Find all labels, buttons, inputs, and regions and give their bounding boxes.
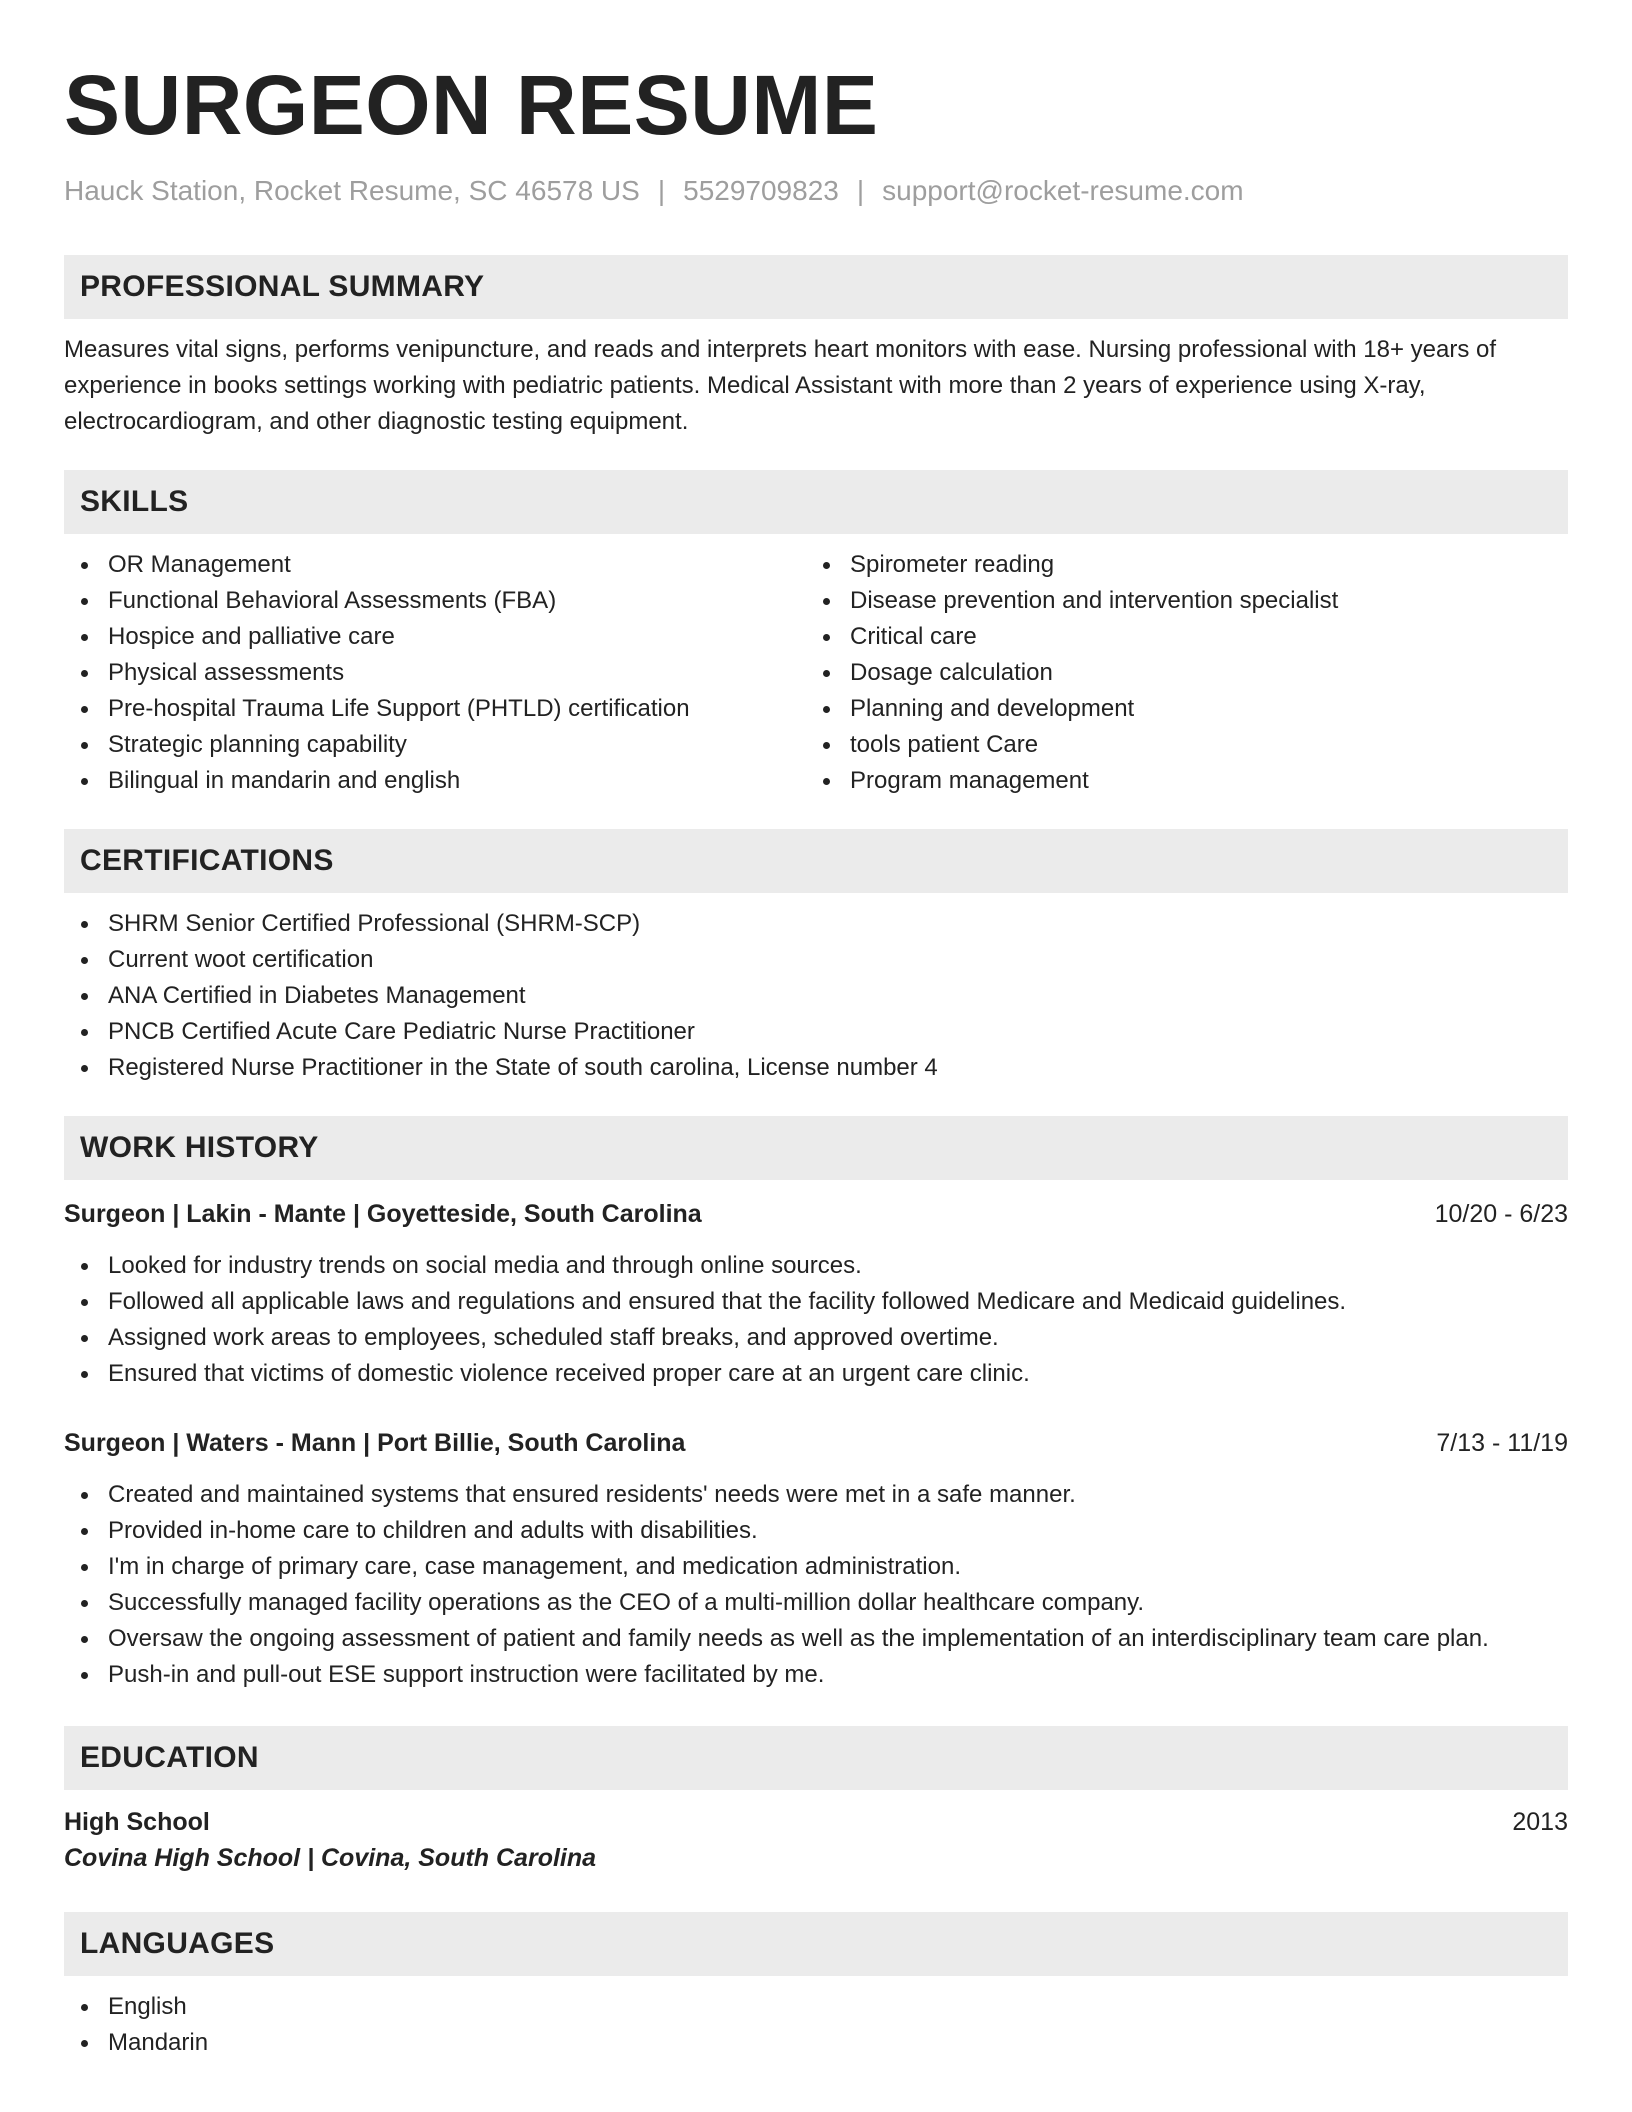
skill-item: Functional Behavioral Assessments (FBA) — [64, 583, 806, 619]
contact-email: support@rocket-resume.com — [882, 175, 1244, 206]
job-entry — [64, 1425, 1568, 1693]
job-header — [64, 1196, 1568, 1232]
skill-item: Spirometer reading — [806, 547, 1548, 583]
certification-item: ANA Certified in Diabetes Management — [64, 978, 1568, 1014]
skill-item: Disease prevention and intervention specialist — [806, 583, 1548, 619]
job-bullets — [64, 1248, 1568, 1392]
job-bullet: Push-in and pull-out ESE support instruction were facilitated by me. — [64, 1657, 1568, 1693]
summary-line: experience in books settings working with pediatric patients. Medical Assistant with more than 2 years of experience using X-ray, — [64, 372, 1426, 399]
job-bullet: Ensured that victims of domestic violence received proper care at an urgent care clinic. — [64, 1356, 1568, 1392]
education-school: Covina High School | Covina, South Carolina — [64, 1844, 597, 1872]
section-header-languages: LANGUAGES — [64, 1912, 1568, 1976]
skill-item: Bilingual in mandarin and english — [64, 763, 806, 799]
certifications-list — [64, 906, 1568, 1086]
skill-item: Hospice and palliative care — [64, 619, 806, 655]
education-degree: High School — [64, 1808, 210, 1836]
certification-item: Current woot certification — [64, 942, 1568, 978]
job-dates: 7/13 - 11/19 — [1436, 1429, 1568, 1457]
contact-line — [64, 177, 1568, 205]
section-header-education: EDUCATION — [64, 1726, 1568, 1790]
certification-item: Registered Nurse Practitioner in the State of south carolina, License number 4 — [64, 1050, 1568, 1086]
language-item: English — [64, 1989, 1568, 2025]
languages-list — [64, 1989, 1568, 2061]
section-header-skills: SKILLS — [64, 470, 1568, 534]
job-bullet: I'm in charge of primary care, case management, and medication administration. — [64, 1549, 1568, 1585]
job-bullet: Created and maintained systems that ensured residents' needs were met in a safe manner. — [64, 1477, 1568, 1513]
skill-item: tools patient Care — [806, 727, 1548, 763]
job-header — [64, 1425, 1568, 1461]
skills-column-left — [64, 547, 806, 799]
section-header-summary: PROFESSIONAL SUMMARY — [64, 255, 1568, 319]
summary-text — [64, 332, 1568, 440]
skills-list — [64, 547, 1568, 799]
resume-title: SURGEON RESUME — [64, 58, 879, 152]
certification-item: PNCB Certified Acute Care Pediatric Nurse Practitioner — [64, 1014, 1568, 1050]
skill-item: Dosage calculation — [806, 655, 1548, 691]
job-bullet: Successfully managed facility operations as the CEO of a multi-million dollar healthcare company. — [64, 1585, 1568, 1621]
education-year: 2013 — [1512, 1808, 1568, 1836]
job-bullets — [64, 1477, 1568, 1693]
job-bullet: Assigned work areas to employees, scheduled staff breaks, and approved overtime. — [64, 1320, 1568, 1356]
contact-separator: | — [856, 175, 865, 206]
education-header — [64, 1804, 1568, 1840]
job-entry — [64, 1196, 1568, 1392]
job-bullet: Provided in-home care to children and adults with disabilities. — [64, 1513, 1568, 1549]
skills-column-right — [806, 547, 1548, 799]
section-header-work-history: WORK HISTORY — [64, 1116, 1568, 1180]
skill-item: Physical assessments — [64, 655, 806, 691]
job-title: Surgeon | Waters - Mann | Port Billie, South Carolina — [64, 1429, 686, 1457]
section-header-certifications: CERTIFICATIONS — [64, 829, 1568, 893]
language-item: Mandarin — [64, 2025, 1568, 2061]
contact-separator: | — [657, 175, 666, 206]
job-bullet: Oversaw the ongoing assessment of patient and family needs as well as the implementation of an interdisciplinary team care plan. — [64, 1621, 1568, 1657]
education-entry — [64, 1804, 1568, 1876]
job-bullet: Followed all applicable laws and regulations and ensured that the facility followed Medicare and Medicaid guidelines. — [64, 1284, 1568, 1320]
skill-item: Planning and development — [806, 691, 1548, 727]
skill-item: Critical care — [806, 619, 1548, 655]
skill-item: Program management — [806, 763, 1548, 799]
contact-address: Hauck Station, Rocket Resume, SC 46578 US — [64, 175, 640, 206]
job-bullet: Looked for industry trends on social media and through online sources. — [64, 1248, 1568, 1284]
job-dates: 10/20 - 6/23 — [1434, 1200, 1568, 1228]
summary-line: Measures vital signs, performs venipuncture, and reads and interprets heart monitors with ease. Nursing professional with 18+ years of — [64, 336, 1497, 363]
summary-line: electrocardiogram, and other diagnostic testing equipment. — [64, 408, 689, 435]
job-title: Surgeon | Lakin - Mante | Goyetteside, South Carolina — [64, 1200, 702, 1228]
skill-item: OR Management — [64, 547, 806, 583]
skill-item: Pre-hospital Trauma Life Support (PHTLD) certification — [64, 691, 806, 727]
contact-phone: 5529709823 — [683, 175, 839, 206]
skill-item: Strategic planning capability — [64, 727, 806, 763]
certification-item: SHRM Senior Certified Professional (SHRM-SCP) — [64, 906, 1568, 942]
